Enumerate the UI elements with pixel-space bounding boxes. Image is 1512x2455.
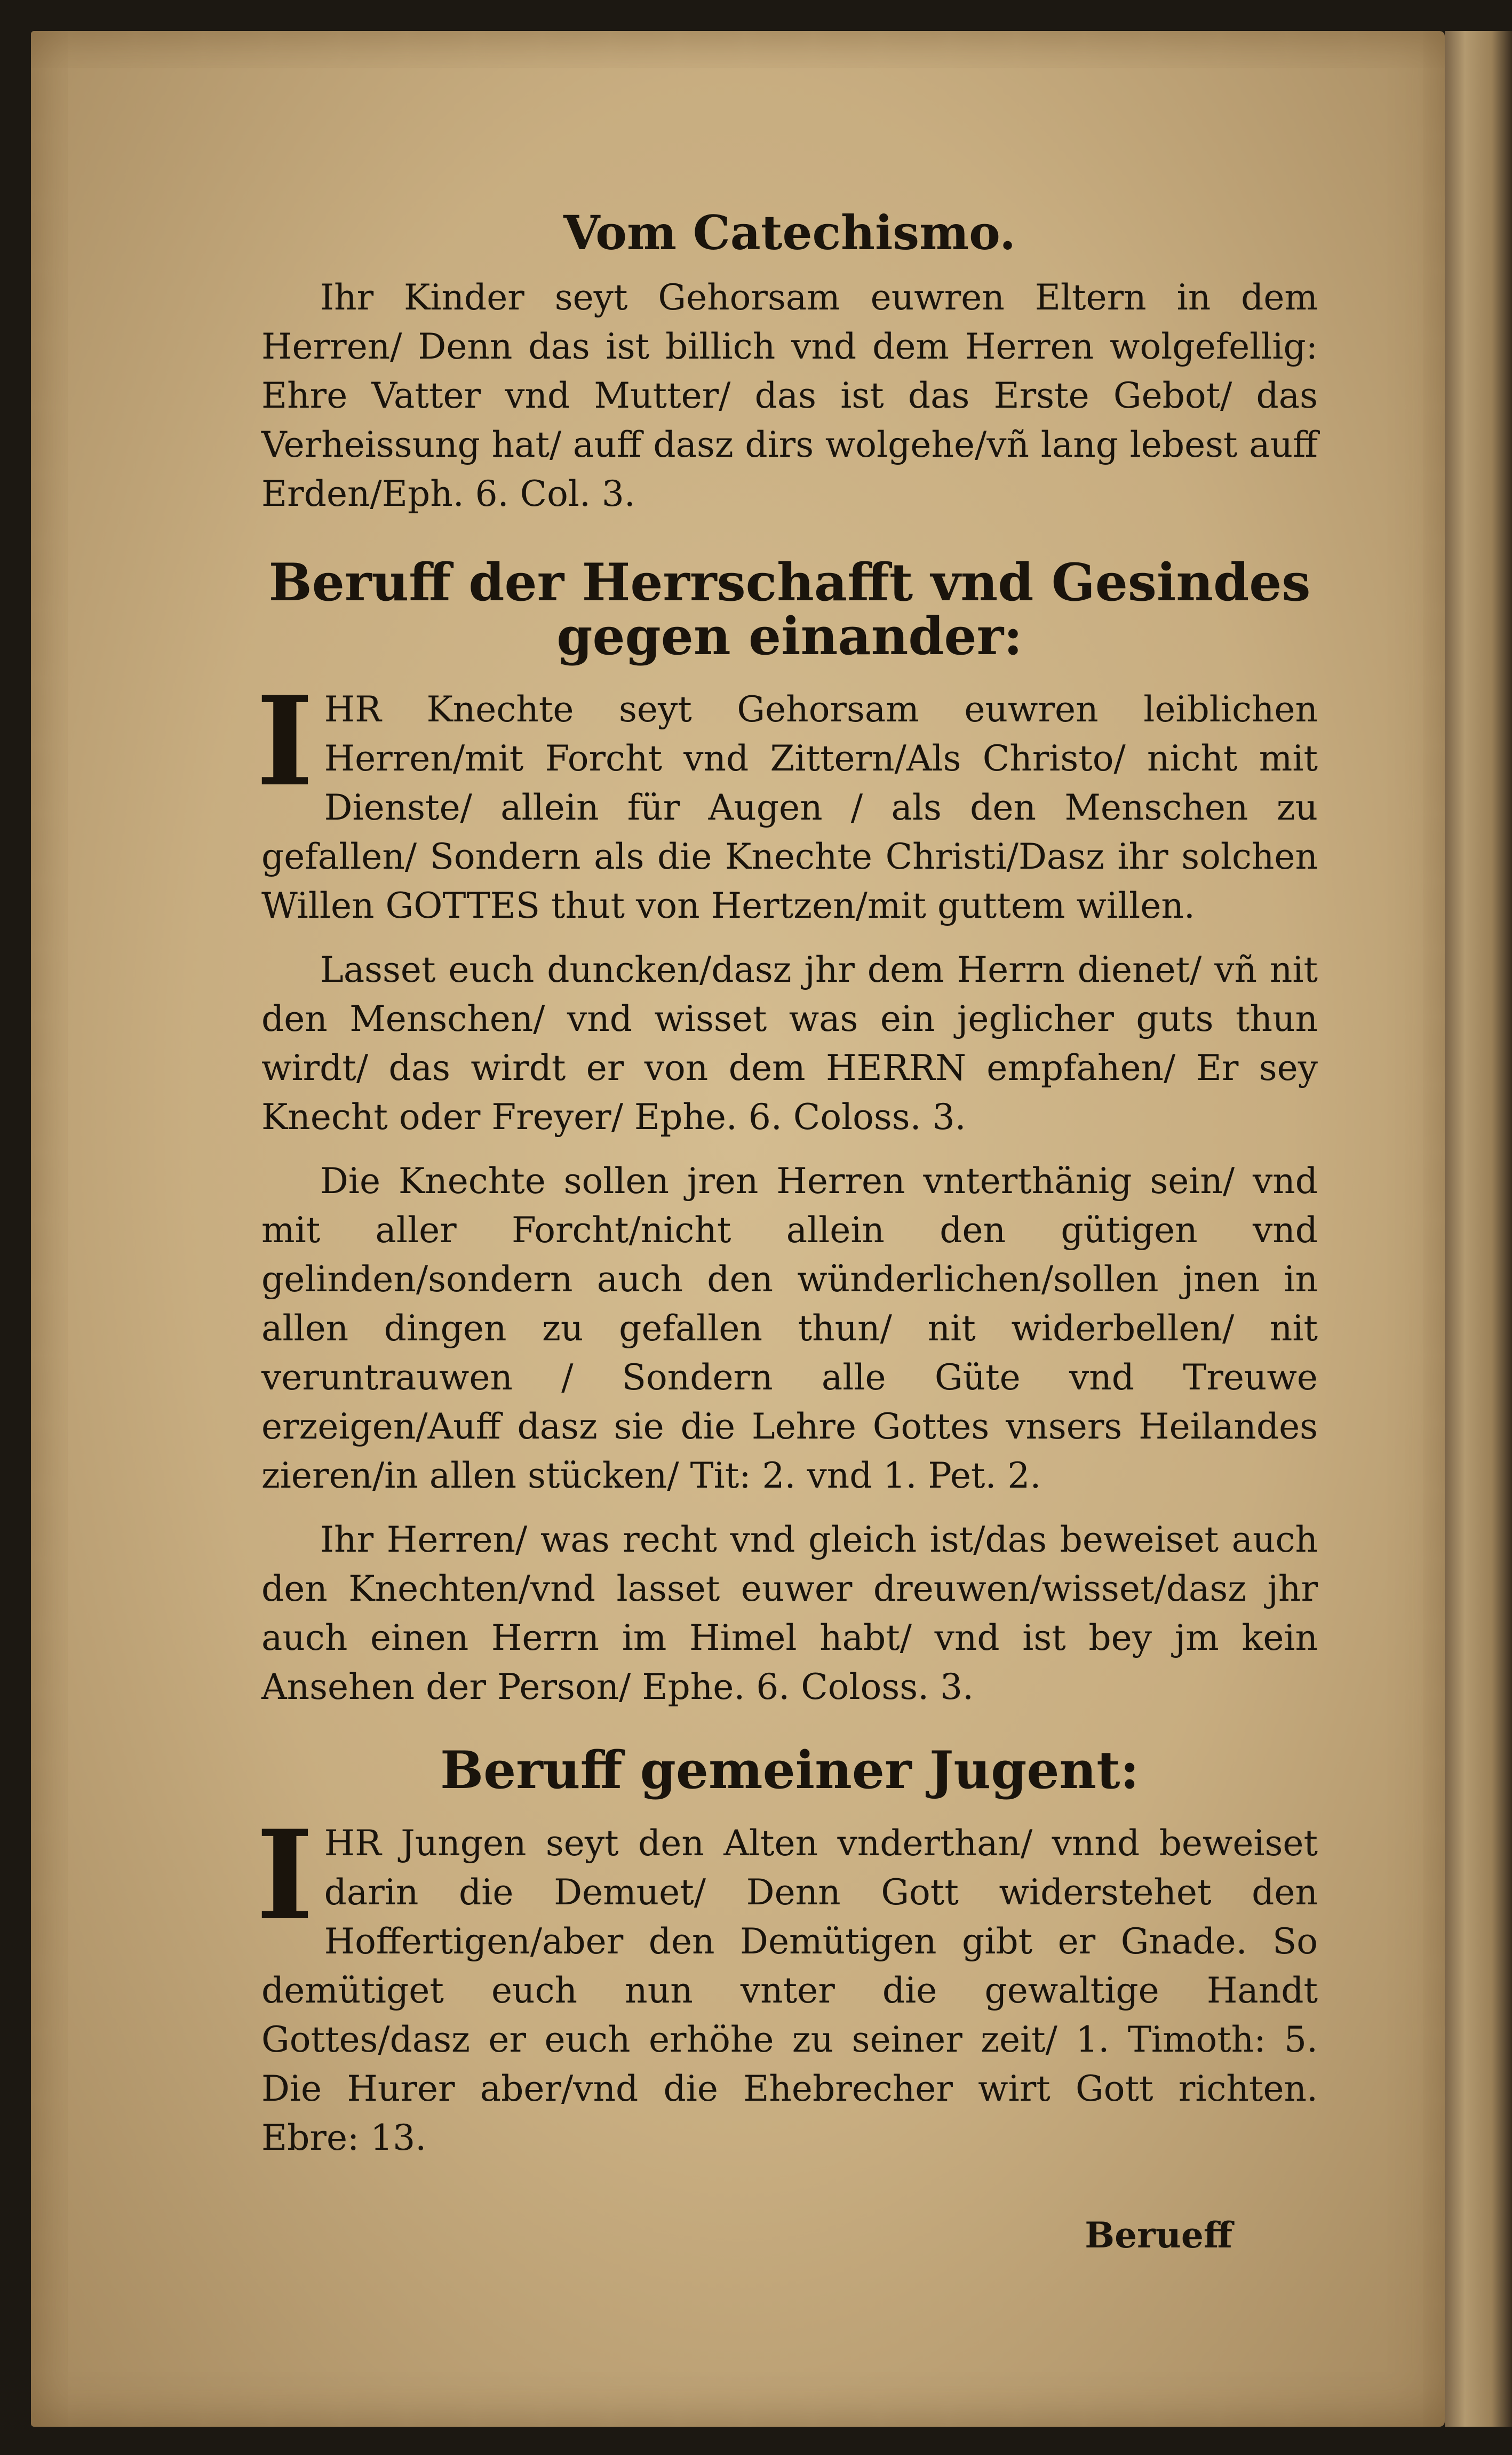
page-text — [256, 205, 1318, 2256]
paragraph-herrschafft-3: Die Knechte sollen jren Herren vnterthänig sein/ vnd mit aller Forcht/nicht allein den gütigen vnd gelinden/sondern auch den wünderlichen/sollen jnen in allen dingen zu gefallen thun/ nit widerbellen/ nit veruntrauwen / Sondern alle Güte vnd Treuwe erzeigen/Auff dasz sie die Lehre Gottes vnsers Heilandes zieren/in allen stücken/ Tit: 2. vnd 1. Pet. 2. — [261, 1160, 1318, 1496]
paragraph-herrschafft-1 — [256, 669, 1318, 931]
page-edge — [1445, 31, 1512, 2427]
section-title-catechismo: Vom Catechismo. — [563, 205, 1016, 260]
section-title-herrschafft: Beruff der Herrschafft vnd Gesindes gegen einander: — [268, 552, 1311, 667]
paragraph-text: HR Jungen seyt den Alten vnderthan/ vnnd beweiset darin die Demuet/ Denn Gott widerstehet den Hoffertigen/aber den Demütigen gibt er Gnade. So demütiget euch nun vnter die gewaltige Handt Gottes/dasz er euch erhöhe zu seiner zeit/ 1. Timoth: 5. Die Hurer aber/vnd die Ehebrecher wirt Gott richten. Ebre: 13. — [261, 1822, 1318, 2158]
drop-cap: I — [256, 669, 314, 814]
catchword: Berueff — [1085, 2214, 1232, 2256]
paragraph-jugent-1 — [256, 1803, 1318, 2163]
paragraph-text: HR Knechte seyt Gehorsam euwren leiblichen Herren/mit Forcht vnd Zittern/Als Christo/ nicht mit Dienste/ allein für Augen / als den Menschen zu gefallen/ Sondern als die Knechte Christi/Dasz ihr solchen Willen GOTTES thut von Hertzen/mit guttem willen. — [261, 688, 1318, 926]
paragraph-herrschafft-2: Lasset euch duncken/dasz jhr dem Herrn dienet/ vñ nit den Menschen/ vnd wisset was ein jeglicher guts thun wirdt/ das wirdt er von dem HERRN empfahen/ Er sey Knecht oder Freyer/ Ephe. 6. Coloss. 3. — [261, 949, 1318, 1138]
paragraph-herrschafft-4: Ihr Herren/ was recht vnd gleich ist/das beweiset auch den Knechten/vnd lasset euwer dreuwen/wisset/dasz jhr auch einen Herrn im Himel habt/ vnd ist bey jm kein Ansehen der Person/ Ephe. 6. Coloss. 3. — [261, 1519, 1318, 1707]
paragraph-catechismo: Ihr Kinder seyt Gehorsam euwren Eltern in dem Herren/ Denn das ist billich vnd dem Herren wolgefellig: Ehre Vatter vnd Mutter/ das ist das Erste Gebot/ das Verheissung hat/ auff dasz dirs wolgehe/vñ lang lebest auff Erden/Eph. 6. Col. 3. — [261, 277, 1318, 515]
section-title-jugent: Beruff gemeiner Jugent: — [440, 1739, 1139, 1800]
drop-cap: I — [256, 1803, 314, 1948]
